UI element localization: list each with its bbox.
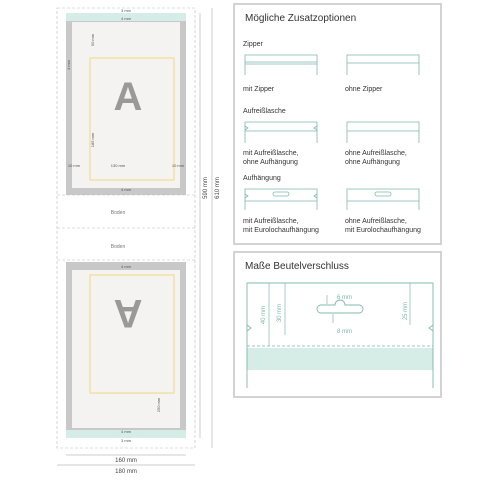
caption-tear-without-1: ohne Aufreißlasche,: [345, 150, 407, 157]
dim-25: 25 mm: [403, 301, 409, 321]
dim-edge-right: 10 mm: [171, 163, 185, 168]
caption-zipper-without: ohne Zipper: [345, 86, 383, 93]
dim-edge-left: 10 mm: [67, 163, 81, 168]
dim-total-height-inner: 590 mm: [203, 177, 209, 199]
dim-6: 6 mm: [337, 295, 352, 301]
dim-bottom-edge: 3 mm: [121, 438, 131, 443]
dim-30: 30 mm: [277, 303, 283, 323]
caption-hang-with-2: mit Eurolochaufhängung: [243, 227, 319, 234]
dim-total-height: 610 mm: [215, 177, 221, 199]
caption-hang-without-1: ohne Aufreißlasche,: [345, 218, 407, 225]
section-tear-label: Aufreißlasche: [243, 108, 286, 115]
bag-template: [0, 0, 230, 500]
dim-total-width-inner: 160 mm: [115, 458, 137, 464]
euro-hole: [317, 300, 363, 313]
closure-panel: [233, 251, 442, 398]
dim-lower-height: 250 mm: [156, 397, 161, 413]
bottom-fold-label-1: Boden: [110, 210, 126, 216]
dim-inner-width: 4 mm: [121, 16, 131, 21]
dim-print-height: 185 mm: [90, 132, 95, 148]
seal-band: [247, 348, 433, 370]
dim-bottom-inner: 4 mm: [121, 429, 131, 434]
dim-total-width: 180 mm: [115, 469, 137, 475]
options-panel: [233, 3, 442, 245]
dim-mid-width-2: 4 mm: [121, 264, 131, 269]
dim-40: 40 mm: [261, 305, 267, 325]
options-title: Mögliche Zusatzoptionen: [245, 13, 357, 24]
dim-top-width: 3 mm: [121, 8, 131, 13]
caption-hang-without-2: mit Eurolochaufhängung: [345, 227, 421, 234]
closure-title: Maße Beutelverschluss: [245, 261, 349, 272]
closure-sketch: [235, 253, 440, 396]
caption-tear-with-1: mit Aufreißlasche,: [243, 150, 299, 157]
option-sketches: [235, 5, 440, 243]
bottom-fold-label-2: Boden: [110, 244, 126, 250]
section-zipper-label: Zipper: [243, 41, 263, 48]
dim-top-gap: 50 mm: [90, 33, 95, 47]
dim-side-margin: 4 mm: [66, 60, 71, 70]
dim-8: 8 mm: [337, 329, 352, 335]
dim-mid-width: 4 mm: [121, 187, 131, 192]
caption-tear-without-2: ohne Aufhängung: [345, 159, 400, 166]
dim-print-width: 130 mm: [110, 163, 126, 168]
section-hang-label: Aufhängung: [243, 175, 281, 182]
caption-hang-with-1: mit Aufreißlasche,: [243, 218, 299, 225]
letter-a-top: A: [113, 75, 143, 119]
letter-a-bottom: A: [113, 291, 143, 335]
caption-zipper-with: mit Zipper: [243, 86, 275, 93]
caption-tear-with-2: ohne Aufhängung: [243, 159, 298, 166]
